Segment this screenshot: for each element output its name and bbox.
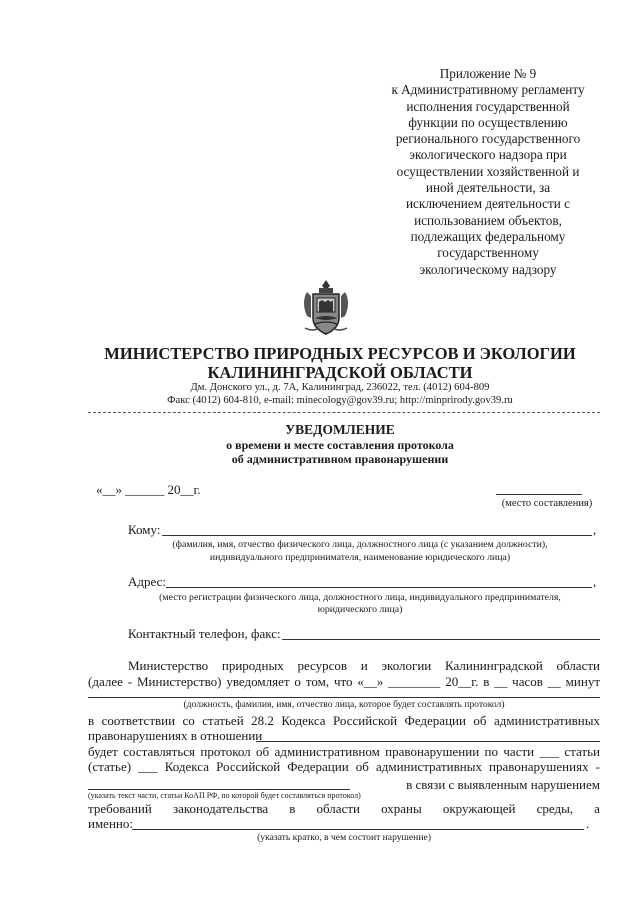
appendix-line: Приложение № 9 — [439, 66, 537, 81]
notice-subtitle — [80, 438, 600, 466]
ministry-name-line1: МИНИСТЕРСТВО ПРИРОДНЫХ РЕСУРСОВ И ЭКОЛОГИИ — [104, 344, 576, 363]
coat-of-arms-emblem — [301, 278, 351, 336]
appendix-line: использованием объектов, — [414, 212, 562, 228]
paragraph1-word: экологии — [381, 658, 432, 673]
paragraph4-word: среды, — [536, 801, 574, 816]
appendix-line: подлежащих федеральному — [410, 228, 566, 244]
appendix-line: исключением деятельности с — [406, 196, 570, 212]
appendix-line: экологическому надзору — [419, 261, 557, 277]
paragraph4-word: законодательства — [172, 801, 269, 816]
address-label: Адрес: — [128, 574, 166, 589]
paragraph4-word: окружающей — [442, 801, 516, 816]
place-hint: (место составления) — [501, 498, 593, 509]
paragraph4-line2 — [88, 801, 600, 816]
appendix-block — [370, 66, 606, 278]
address-hint-line1: (место регистрации физического лица, должностного лица, индивидуального предпринимателя, — [159, 592, 561, 603]
ministry-fax-email: Факс (4012) 604-810, e-mail: minecology@gov39.ru; http://minprirody.gov39.ru — [167, 395, 513, 406]
paragraph2-line2: правонарушениях в отношении — [88, 728, 263, 743]
appendix-line: к Административному регламенту — [391, 82, 585, 98]
to-field[interactable] — [162, 535, 592, 536]
phone-field[interactable] — [282, 639, 600, 640]
appendix-line: исполнения государственной — [406, 98, 570, 114]
phone-label: Контактный телефон, факс: — [128, 626, 281, 641]
appendix-line: иной деятельности, за — [425, 180, 551, 196]
notice-title: УВЕДОМЛЕНИЕ — [285, 422, 395, 437]
ministry-address: Дм. Донского ул., д. 7А, Калининград, 236022, тел. (4012) 604-809 — [190, 382, 490, 393]
paragraph1-line1 — [128, 658, 600, 673]
paragraph1-word: природных — [221, 658, 284, 673]
to-hint-line1: (фамилия, имя, отчество физического лица, должностного лица (с указанием должности), — [172, 539, 548, 550]
violation-hint: (указать кратко, в чем состоит нарушение) — [257, 832, 431, 843]
violation-period: . — [586, 816, 590, 831]
date-field[interactable]: «__» ______ 20__г. — [96, 482, 201, 497]
paragraph4-word: а — [594, 801, 600, 816]
to-label: Кому: — [128, 522, 161, 537]
paragraph2-line1: в соответствии со статьей 28.2 Кодекса Российской Федерации об административных — [88, 713, 600, 728]
official-field[interactable] — [88, 697, 600, 698]
paragraph4-line3: именно: — [88, 816, 133, 831]
paragraph4-word: требований — [88, 801, 152, 816]
official-hint: (должность, фамилия, имя, отчество лица, которое будет составлять протокол) — [183, 699, 505, 710]
ministry-name-line2: КАЛИНИНГРАДСКОЙ ОБЛАСТИ — [207, 363, 473, 382]
ministry-contacts — [80, 381, 600, 407]
notice-subtitle-line1: о времени и месте составления протокола — [226, 438, 454, 452]
paragraph1-line2: (далее - Министерство) уведомляет о том, что «__» ________ 20__г. в __ часов __ минут — [88, 674, 600, 689]
paragraph1-word: Калининградской — [445, 658, 543, 673]
to-comma: , — [593, 522, 597, 537]
address-field[interactable] — [166, 587, 592, 588]
paragraph4-word: области — [316, 801, 360, 816]
paragraph4-word: охраны — [381, 801, 422, 816]
notice-subtitle-line2: об административном правонарушении — [231, 452, 449, 466]
paragraph3-line2: (статье) ___ Кодекса Российской Федерации об административных правонарушениях - — [88, 759, 600, 774]
violation-field[interactable] — [132, 829, 584, 830]
offender-field[interactable] — [256, 741, 600, 742]
to-hint-line2: индивидуального предпринимателя, наименование юридического лица) — [209, 552, 511, 563]
appendix-line: экологического надзора при — [409, 147, 567, 163]
appendix-line: осуществлении хозяйственной и — [396, 163, 580, 179]
paragraph1-word: ресурсов — [297, 658, 348, 673]
address-hint-line2: юридического лица) — [317, 604, 403, 615]
header-separator — [88, 412, 600, 413]
ministry-name — [80, 344, 600, 382]
paragraph4-word: в — [289, 801, 296, 816]
paragraph1-word: области — [556, 658, 600, 673]
appendix-line: функции по осуществлению — [408, 114, 568, 130]
paragraph1-word: и — [360, 658, 368, 673]
article-hint: (указать текст части, статьи КоАП РФ, по которой будет составляться протокол) — [88, 791, 361, 800]
place-line[interactable] — [496, 494, 582, 495]
paragraph4-line1-tail: в связи с выявленным нарушением — [406, 777, 600, 792]
address-comma: , — [593, 574, 597, 589]
article-field[interactable] — [88, 789, 350, 790]
appendix-line: государственному — [437, 245, 539, 261]
paragraph3-line1: будет составляться протокол об административном правонарушении по части ___ статьи — [88, 744, 600, 759]
paragraph1-word: Министерство — [128, 658, 209, 673]
appendix-line: регионального государственного — [395, 131, 581, 147]
